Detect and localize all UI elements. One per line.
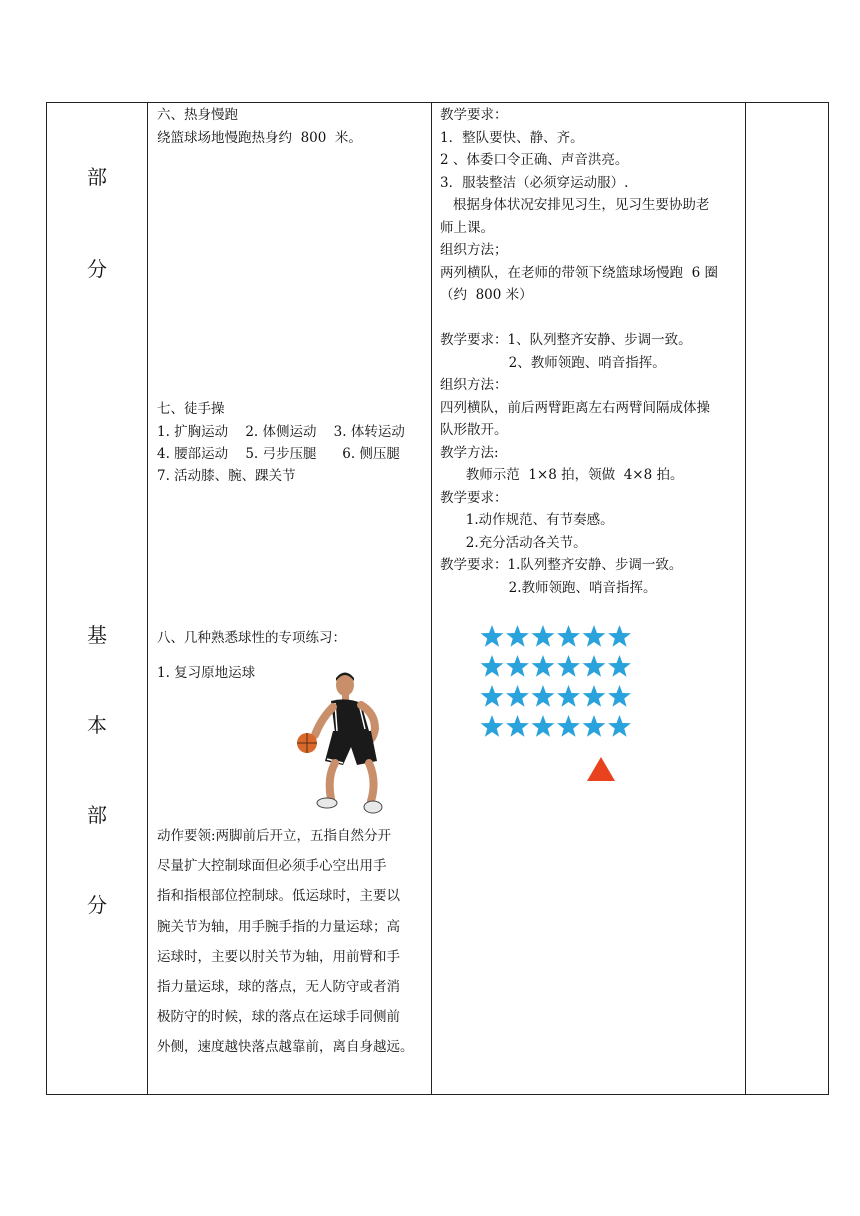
essentials-line: 运球时，主要以肘关节为轴，用前臂和手: [157, 948, 400, 965]
column-divider: [745, 103, 746, 1094]
section-label-char: 本: [87, 713, 107, 737]
student-star-icon: [506, 715, 529, 737]
exercise-line: 4. 腰部运动 5. 弓步压腿 6. 侧压腿: [157, 446, 400, 462]
requirement-line: 队形散开。: [440, 422, 508, 438]
essentials-line: 极防守的时候，球的落点在运球手同侧前: [157, 1009, 400, 1026]
student-star-icon: [481, 715, 504, 737]
student-star-icon: [506, 625, 529, 647]
student-star-icon: [506, 655, 529, 677]
requirement-line: （约 800 米）: [440, 287, 533, 303]
requirement-line: 2.充分活动各关节。: [440, 534, 587, 551]
essentials-line: 尽量扩大控制球面但必须手心空出用手: [157, 858, 387, 875]
section-label-char: 分: [87, 893, 107, 917]
requirement-line: 教师示范 1×8 拍，领做 4×8 拍。: [440, 467, 684, 483]
requirement-line: 1．整队要快、静、齐。: [440, 129, 584, 146]
requirement-line: 2.教师领跑、哨音指挥。: [440, 579, 657, 596]
exercise-title: 七、徒手操: [157, 401, 225, 417]
student-star-icon: [608, 715, 631, 737]
student-star-icon: [583, 625, 606, 647]
requirement-line: 组织方法：: [440, 377, 508, 393]
column-divider: [147, 103, 148, 1094]
requirement-line: 教学要求：: [440, 107, 508, 123]
exercise-line: 7. 活动膝、腕、踝关节: [157, 468, 296, 484]
requirement-line: 3．服装整洁（必须穿运动服）.: [440, 174, 629, 191]
essentials-line: 腕关节为轴，用手腕手指的力量运球；高: [157, 918, 400, 935]
section-label-char: 部: [87, 803, 107, 827]
student-star-icon: [481, 655, 504, 677]
student-star-icon: [481, 685, 504, 707]
exercise-line: 1. 扩胸运动 2. 体侧运动 3. 体转运动: [157, 424, 405, 440]
teacher-triangle-icon: [587, 757, 615, 781]
student-star-icon: [532, 625, 555, 647]
requirement-line: 教学要求：1、队列整齐安静、步调一致。: [440, 332, 692, 348]
section-label-char: 分: [87, 257, 107, 281]
requirement-line: 教学要求：: [440, 489, 508, 506]
technique-essentials: [157, 821, 437, 1063]
requirement-line: 2、教师领跑、哨音指挥。: [440, 354, 666, 371]
essentials-line: 指和指根部位控制球。低运球时，主要以: [157, 888, 400, 905]
student-star-icon: [557, 715, 580, 737]
student-star-icon: [557, 625, 580, 647]
student-star-icon: [481, 625, 504, 647]
section-label-char: 基: [87, 623, 107, 647]
basketball-player-image: [291, 669, 395, 817]
requirement-line: 2 、体委口令正确、声音洪亮。: [440, 152, 629, 168]
formation-diagram: [477, 623, 637, 783]
lesson-plan-table: [46, 102, 829, 1095]
student-star-icon: [608, 625, 631, 647]
student-star-icon: [532, 655, 555, 677]
student-star-icon: [532, 715, 555, 737]
student-star-icon: [608, 655, 631, 677]
student-star-icon: [557, 655, 580, 677]
essentials-line: 外侧，速度越快落点越靠前，离自身越远。: [157, 1039, 414, 1056]
student-star-icon: [608, 685, 631, 707]
requirement-line: 四列横队，前后两臂距离左右两臂间隔成体操: [440, 399, 710, 416]
drill-item: 1. 复习原地运球: [157, 665, 256, 681]
drill-title: 八、几种熟悉球性的专项练习：: [157, 630, 346, 646]
student-star-icon: [583, 655, 606, 677]
requirement-line: 师上课。: [440, 219, 494, 236]
warmup-title: 六、热身慢跑: [157, 107, 238, 123]
student-star-icon: [557, 685, 580, 707]
requirement-line: 教学方法:: [440, 444, 499, 461]
essentials-line: 动作要领:两脚前后开立，五指自然分开: [157, 828, 392, 844]
requirement-line: 组织方法；: [440, 242, 508, 258]
student-star-icon: [583, 685, 606, 707]
section-label-char: 部: [87, 165, 107, 189]
requirement-line: 两列横队，在老师的带领下绕篮球场慢跑 6 圈: [440, 264, 718, 281]
requirement-line: 根据身体状况安排见习生，见习生要协助老: [440, 197, 710, 213]
essentials-line: 指力量运球，球的落点，无人防守或者消: [157, 979, 400, 996]
student-star-icon: [506, 685, 529, 707]
requirement-line: 1.动作规范、有节奏感。: [440, 512, 614, 528]
warmup-description: 绕篮球场地慢跑热身约 800 米。: [157, 130, 362, 146]
student-star-icon: [532, 685, 555, 707]
requirement-line: 教学要求：1.队列整齐安静、步调一致。: [440, 557, 683, 573]
student-star-icon: [583, 715, 606, 737]
